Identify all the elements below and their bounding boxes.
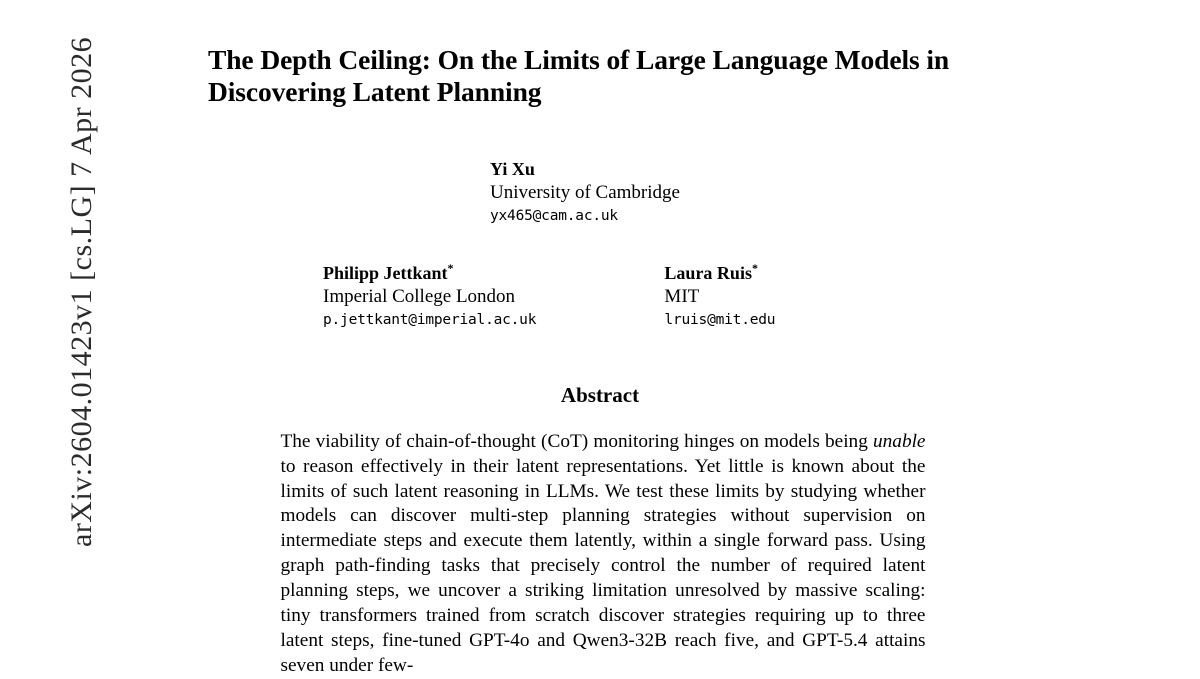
author-name: Yi Xu (490, 159, 535, 180)
author-footnote-marker: * (447, 261, 454, 276)
abstract-text (281, 430, 926, 679)
author-entry-2 (323, 261, 664, 331)
author-email[interactable]: yx465@cam.ac.uk (490, 208, 618, 225)
paper-content (208, 44, 998, 679)
author-name-text: Laura Ruis (664, 263, 752, 284)
abstract-heading: Abstract (560, 382, 640, 407)
author-row (323, 261, 998, 331)
author-name-text: Philipp Jettkant (323, 263, 448, 284)
author-affiliation: University of Cambridge (490, 182, 680, 204)
author-list (208, 158, 998, 330)
author-name (323, 261, 664, 285)
author-affiliation: Imperial College London (323, 286, 516, 308)
author-name (664, 261, 998, 285)
author-email[interactable]: p.jettkant@imperial.ac.uk (323, 311, 537, 328)
abstract-segment-1: The viability of chain-of-thought (CoT) monitoring hinges on models being (280, 430, 874, 452)
author-entry-3 (664, 261, 998, 331)
abstract-segment-2: to reason effectively in their latent representations. Yet little is known about the limits of such latent reasoning in LLMs. We test these limits by studying whether models can discover multi-step planning strategies without supervision on intermediate steps and execute them latently, within a single forward pass. Using graph path-finding tasks that precisely control the number of required latent planning steps, we uncover a striking limitation unresolved by massive scaling: tiny transformers trained from scratch discover strategies requiring up to three latent steps, fine-tuned GPT-4o and Qwen3-32B reach five, and GPT-5.4 attains seven under few- (280, 455, 926, 676)
author-affiliation: MIT (664, 286, 700, 308)
author-email[interactable]: lruis@mit.edu (664, 311, 776, 328)
author-entry-1 (490, 158, 998, 227)
author-footnote-marker: * (751, 261, 758, 276)
abstract-emphasis: unable (873, 430, 926, 452)
page-title: The Depth Ceiling: On the Limits of Large Language Models in Discovering Latent Planning (208, 44, 950, 108)
arxiv-identifier-stamp: arXiv:2604.01423v1 [cs.LG] 7 Apr 2026 (65, 36, 98, 547)
